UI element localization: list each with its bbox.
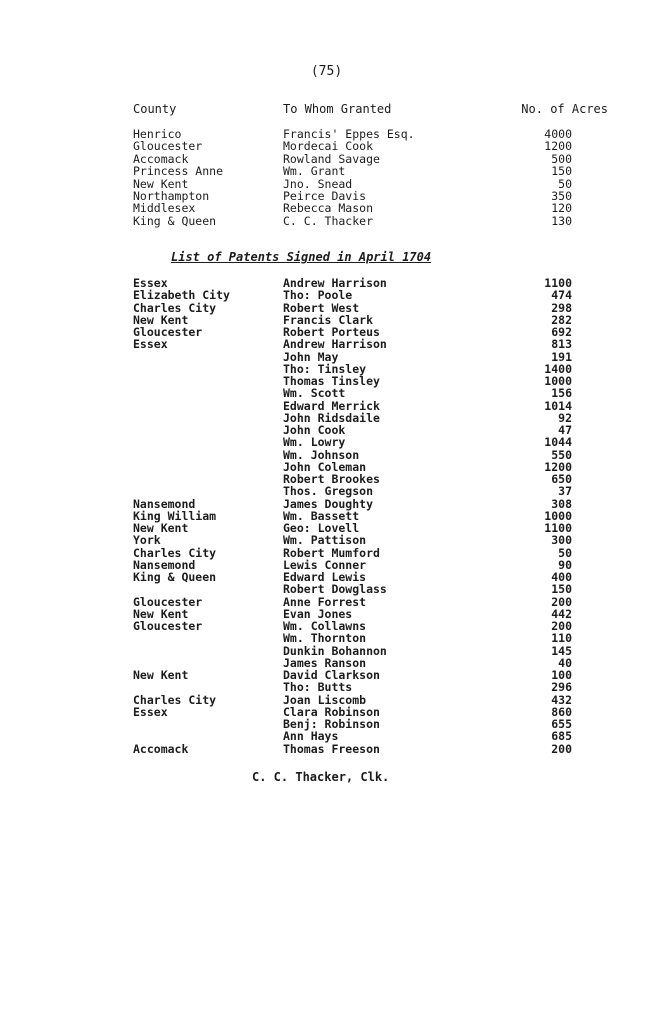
acres-cell: 200	[551, 594, 572, 609]
grantee-cell: Rebecca Mason	[283, 201, 374, 216]
grantee-cell: Wm. Pattison	[283, 533, 367, 548]
grantee-cell: Wm. Thornton	[283, 631, 367, 646]
acres-cell: 400	[551, 570, 572, 584]
acres-cell: 50	[558, 176, 572, 191]
county-cell: Gloucester	[133, 325, 203, 339]
grantee-cell: Robert Dowglass	[283, 582, 387, 597]
grantee-cell: Wm. Johnson	[283, 447, 360, 462]
county-cell: Princess Anne	[133, 164, 224, 179]
acres-cell: 156	[551, 386, 572, 401]
column-headers	[0, 103, 653, 116]
grantee-cell: James Ranson	[283, 655, 367, 670]
grantee-cell: David Clarkson	[283, 668, 380, 682]
page-number: (75)	[310, 64, 343, 79]
grantee-cell: Robert West	[283, 300, 360, 315]
acres-cell: 692	[551, 325, 572, 339]
acres-cell: 50	[558, 545, 572, 560]
grantee-cell: C. C. Thacker	[283, 213, 374, 228]
acres-cell: 37	[558, 484, 572, 499]
grantee-cell: Peirce Davis	[283, 189, 367, 203]
grantee-cell: John Ridsdaile	[283, 410, 380, 425]
county-cell: Charles City	[133, 300, 217, 315]
grantee-cell: Wm. Bassett	[283, 508, 360, 523]
county-column-header: County	[133, 102, 177, 116]
acres-cell: 200	[551, 619, 572, 633]
acres-cell: 40	[558, 655, 572, 670]
acres-cell: 813	[551, 337, 572, 352]
grantee-cell: Robert Porteus	[283, 325, 380, 339]
county-cell: Nansemond	[133, 557, 196, 572]
grantee-cell: Tho: Tinsley	[283, 361, 367, 376]
acres-cell: 432	[551, 692, 572, 707]
acres-cell: 1044	[544, 435, 572, 450]
acres-column-header: No. of Acres	[521, 102, 608, 116]
acres-cell: 1100	[544, 521, 572, 535]
acres-cell: 47	[558, 423, 572, 437]
acres-cell: 655	[551, 717, 572, 731]
county-cell: Charles City	[133, 545, 217, 560]
grantee-cell: James Doughty	[283, 496, 374, 511]
acres-cell: 150	[551, 164, 572, 179]
acres-cell: 308	[551, 496, 572, 511]
acres-cell: 1400	[544, 361, 572, 376]
grantee-cell: Joan Liscomb	[283, 692, 367, 707]
section-title: List of Patents Signed in April 1704	[171, 250, 432, 264]
clerk-signature: C. C. Thacker, Clk.	[252, 770, 390, 784]
grantee-cell: John Cook	[283, 423, 346, 437]
table-row	[0, 743, 653, 756]
acres-cell: 1000	[544, 374, 572, 388]
county-cell: New Kent	[133, 521, 189, 535]
county-cell: Gloucester	[133, 594, 203, 609]
county-cell: Essex	[133, 276, 168, 290]
acres-cell: 120	[551, 201, 572, 216]
county-cell: New Kent	[133, 176, 189, 191]
grantee-cell: Andrew Harrison	[283, 337, 387, 352]
acres-cell: 550	[551, 447, 572, 462]
acres-cell: 100	[551, 668, 572, 682]
county-cell: York	[133, 533, 161, 548]
grantee-cell: Geo: Lovell	[283, 521, 360, 535]
acres-cell: 150	[551, 582, 572, 597]
county-cell: Northampton	[133, 189, 210, 203]
grantee-column-header: To Whom Granted	[283, 102, 392, 116]
acres-cell: 296	[551, 680, 572, 695]
county-cell: Essex	[133, 337, 168, 352]
county-cell: Gloucester	[133, 139, 203, 154]
grantee-cell: Francis' Eppes Esq.	[283, 127, 415, 141]
grantee-cell: Clara Robinson	[283, 704, 380, 719]
acres-cell: 650	[551, 472, 572, 486]
county-cell: Charles City	[133, 692, 217, 707]
acres-cell: 350	[551, 189, 572, 203]
county-cell: Essex	[133, 704, 168, 719]
county-cell: Henrico	[133, 127, 182, 141]
county-cell: Elizabeth City	[133, 288, 230, 303]
county-cell: King William	[133, 508, 217, 523]
grantee-cell: Evan Jones	[283, 606, 353, 621]
acres-cell: 282	[551, 312, 572, 327]
grantee-cell: Benj: Robinson	[283, 717, 380, 731]
grantee-cell: Wm. Scott	[283, 386, 346, 401]
county-cell: King & Queen	[133, 570, 217, 584]
county-cell: Nansemond	[133, 496, 196, 511]
acres-cell: 298	[551, 300, 572, 315]
county-cell: New Kent	[133, 668, 189, 682]
acres-cell: 1200	[544, 139, 572, 154]
grantee-cell: Wm. Collawns	[283, 619, 367, 633]
grantee-cell: John May	[283, 349, 339, 364]
county-cell: Gloucester	[133, 619, 203, 633]
grantee-cell: Jno. Snead	[283, 176, 353, 191]
acres-cell: 191	[551, 349, 572, 364]
acres-cell: 90	[558, 557, 572, 572]
grantee-cell: Dunkin Bohannon	[283, 643, 387, 658]
grantee-cell: Edward Lewis	[283, 570, 367, 584]
acres-cell: 300	[551, 533, 572, 548]
grantee-cell: Robert Mumford	[283, 545, 380, 560]
acres-cell: 1000	[544, 508, 572, 523]
grantee-cell: Andrew Harrison	[283, 276, 387, 290]
grantee-cell: Francis Clark	[283, 312, 374, 327]
acres-cell: 1200	[544, 459, 572, 474]
acres-cell: 145	[551, 643, 572, 658]
grantee-cell: Tho: Poole	[283, 288, 353, 303]
grantee-cell: Edward Merrick	[283, 398, 380, 413]
county-cell: King & Queen	[133, 213, 217, 228]
table-row	[0, 215, 653, 228]
acres-cell: 474	[551, 288, 572, 303]
grantee-cell: Tho: Butts	[283, 680, 353, 695]
grantee-cell: Thomas Freeson	[283, 741, 380, 756]
grantee-cell: Anne Forrest	[283, 594, 367, 609]
county-cell: New Kent	[133, 606, 189, 621]
county-cell: New Kent	[133, 312, 189, 327]
county-cell: Accomack	[133, 741, 189, 756]
grantee-cell: Robert Brookes	[283, 472, 380, 486]
grantee-cell: Thomas Tinsley	[283, 374, 380, 388]
county-cell: Accomack	[133, 151, 189, 166]
grantee-cell: Ann Hays	[283, 729, 339, 744]
grantee-cell: Rowland Savage	[283, 151, 380, 166]
acres-cell: 130	[551, 213, 572, 228]
acres-cell: 685	[551, 729, 572, 744]
acres-cell: 500	[551, 151, 572, 166]
acres-cell: 110	[551, 631, 572, 646]
grantee-cell: Wm. Lowry	[283, 435, 346, 450]
grantee-cell: Mordecai Cook	[283, 139, 374, 154]
grantee-cell: Lewis Conner	[283, 557, 367, 572]
acres-cell: 860	[551, 704, 572, 719]
grantee-cell: Thos. Gregson	[283, 484, 374, 499]
acres-cell: 200	[551, 741, 572, 756]
acres-cell: 4000	[544, 127, 572, 141]
acres-cell: 92	[558, 410, 572, 425]
county-cell: Middlesex	[133, 201, 196, 216]
grantee-cell: John Coleman	[283, 459, 367, 474]
grantee-cell: Wm. Grant	[283, 164, 346, 179]
acres-cell: 1014	[544, 398, 572, 413]
acres-cell: 1100	[544, 276, 572, 290]
acres-cell: 442	[551, 606, 572, 621]
